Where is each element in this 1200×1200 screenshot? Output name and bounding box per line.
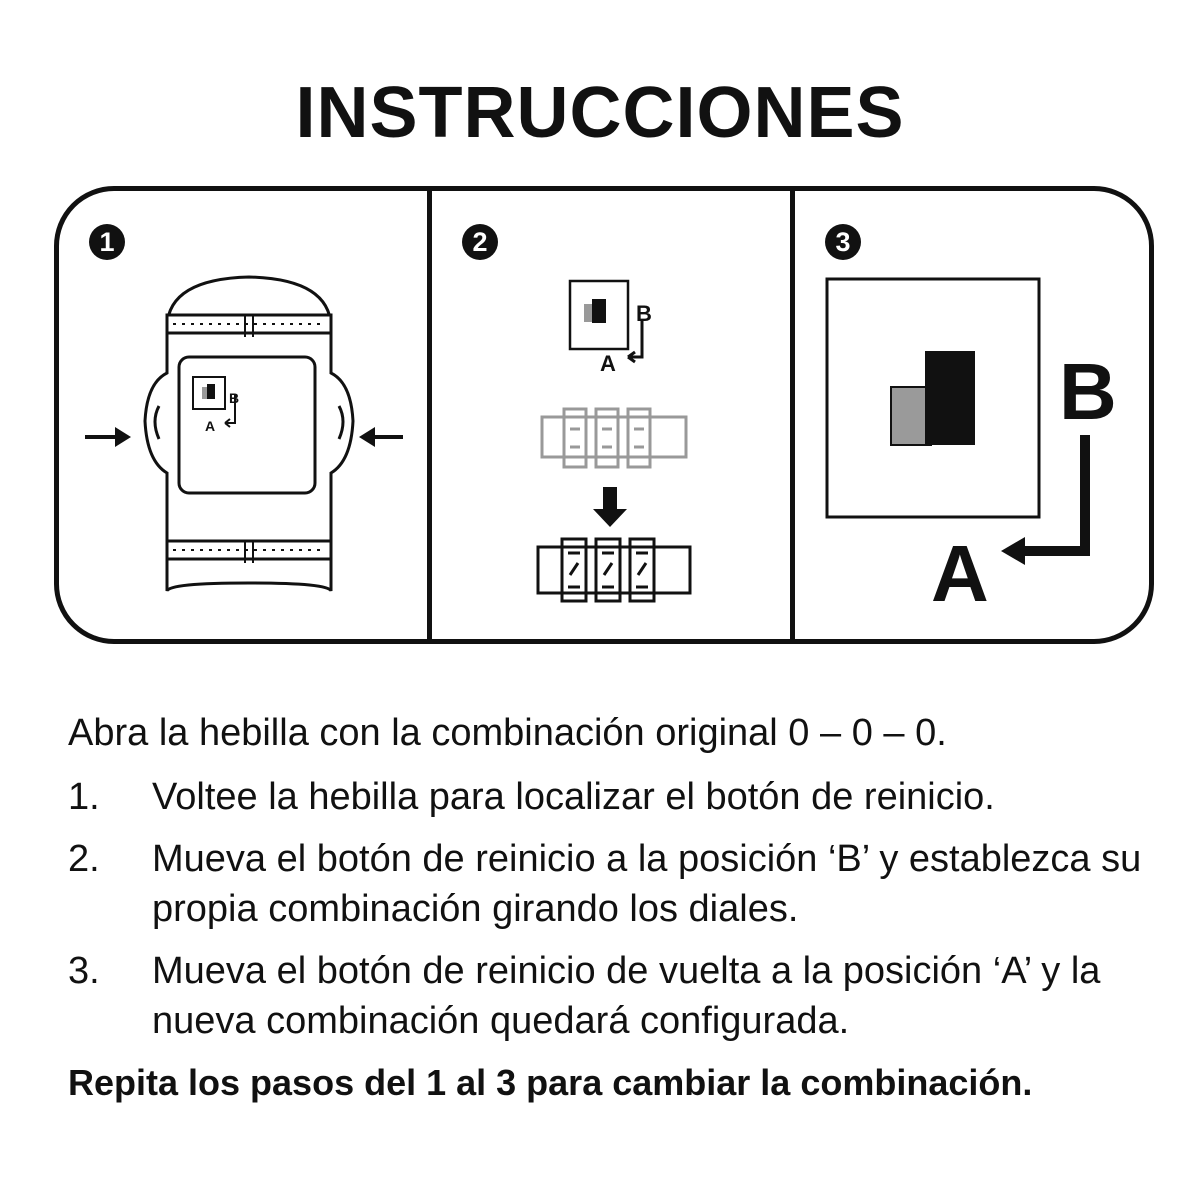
panel-step-2 [427, 191, 795, 639]
down-arrow-icon [593, 487, 627, 527]
steps-list [68, 772, 1168, 1046]
instruction-panels [54, 186, 1154, 644]
dial-setting-diagram [432, 191, 790, 639]
step-item-2 [68, 834, 1168, 934]
reset-label-b: B [636, 301, 652, 326]
reset-switch-icon [570, 281, 642, 362]
reset-label-a: A [205, 418, 216, 434]
reset-label-a: A [600, 351, 616, 376]
buckle-diagram [59, 191, 427, 639]
left-arrow-icon [359, 427, 403, 447]
page-title: INSTRUCCIONES [295, 73, 905, 153]
left-arrow-icon [1001, 537, 1025, 565]
step-number: 3. [68, 950, 100, 992]
step-item-1 [68, 772, 1168, 822]
panel-step-1 [59, 191, 427, 639]
reset-label-a: A [931, 529, 989, 618]
reset-label-b: B [1059, 347, 1117, 436]
buckle-top-strap [167, 315, 331, 337]
reset-closeup-diagram [795, 191, 1154, 639]
step-text: Mueva el botón de reinicio de vuelta a la posición ‘A’ y la nueva combinación quedará configurada. [152, 950, 1101, 1042]
step-badge-3: 3 [825, 224, 861, 260]
instructions-text [68, 708, 1168, 1108]
step-number: 1. [68, 776, 100, 818]
step-badge-1: 1 [89, 224, 125, 260]
buckle-bottom-strap [167, 541, 331, 563]
panel-step-3 [790, 191, 1154, 639]
footer-note: Repita los pasos del 1 al 3 para cambiar la combinación. [68, 1062, 1033, 1103]
step-badge-2: 2 [462, 224, 498, 260]
step-text: Voltee la hebilla para localizar el botón de reinicio. [152, 776, 995, 818]
step-number: 2. [68, 838, 100, 880]
dials-after [538, 539, 690, 601]
intro-text: Abra la hebilla con la combinación original 0 – 0 – 0. [68, 712, 947, 754]
reset-switch-icon [827, 279, 1039, 517]
right-arrow-icon [85, 427, 131, 447]
step-text: Mueva el botón de reinicio a la posición ‘B’ y establezca su propia combinación girando los diales. [152, 838, 1142, 930]
step-item-3 [68, 946, 1168, 1046]
dials-before [542, 409, 686, 467]
reset-label-b: B [229, 390, 240, 406]
